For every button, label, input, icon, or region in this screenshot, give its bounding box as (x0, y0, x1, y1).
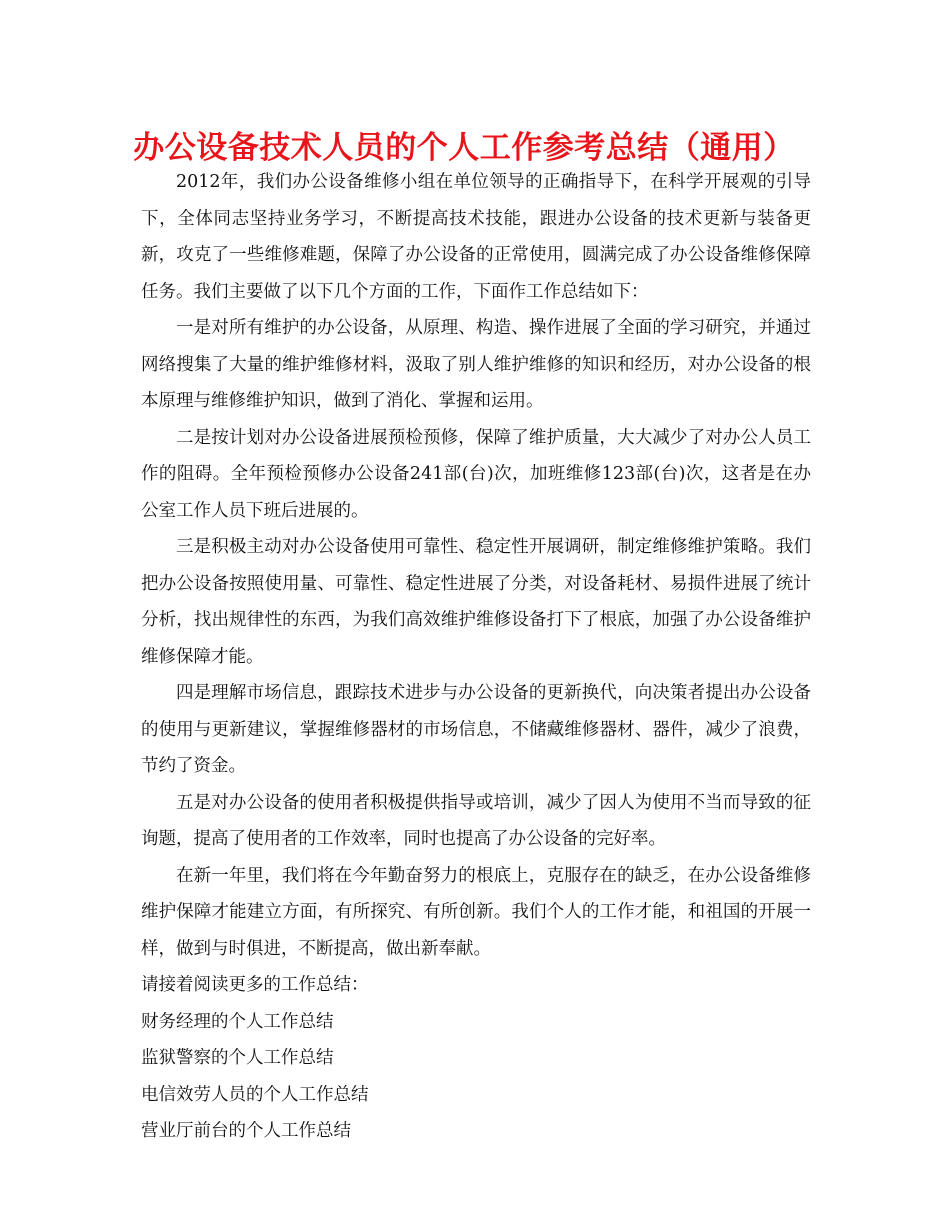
paragraph-point-five: 五是对办公设备的使用者积极提供指导或培训，减少了因人为使用不当而导致的征询题，提高了使用者的工作效率，同时也提高了办公设备的完好率。 (141, 792, 811, 849)
document-body (141, 164, 811, 1150)
more-reading-prompt: 请接着阅读更多的工作总结： (141, 975, 369, 995)
paragraph-point-three: 三是积极主动对办公设备使用可靠性、稳定性开展调研，制定维修维护策略。我们把办公设备按照使用量、可靠性、稳定性进展了分类，对设备耗材、易损件进展了统计分析，找出规律性的东西，为我们高效维护维修设备打下了根底，加强了办公设备维护维修保障才能。 (141, 537, 811, 667)
paragraph-point-four: 四是理解市场信息，跟踪技术进步与办公设备的更新换代，向决策者提出办公设备的使用与更新建议，掌握维修器材的市场信息，不储藏维修器材、器件，减少了浪费，节约了资金。 (141, 683, 811, 776)
more-link-telecom-service[interactable]: 电信效劳人员的个人工作总结 (141, 1084, 369, 1105)
paragraph-conclusion: 在新一年里，我们将在今年勤奋努力的根底上，克服存在的缺乏，在办公设备维修维护保障才能建立方面，有所探究、有所创新。我们个人的工作才能，和祖国的开展一样，做到与时俱进，不断提高，做出新奉献。 (141, 865, 811, 959)
more-link-finance-manager[interactable]: 财务经理的个人工作总结 (141, 1011, 334, 1032)
paragraph-point-two: 二是按计划对办公设备进展预检预修，保障了维护质量，大大减少了对办公人员工作的阻碍。全年预检预修办公设备241部(台)次，加班维修123部(台)次，这者是在办公室工作人员下班后进展的。 (141, 427, 811, 521)
more-link-front-desk[interactable]: 营业厅前台的个人工作总结 (141, 1121, 351, 1141)
more-link-prison-police[interactable]: 监狱警察的个人工作总结 (141, 1048, 334, 1068)
document-title: 办公设备技术人员的个人工作参考总结（通用） (133, 130, 795, 166)
paragraph-point-one: 一是对所有维护的办公设备，从原理、构造、操作进展了全面的学习研究，并通过网络搜集了大量的维护维修材料，汲取了别人维护维修的知识和经历，对办公设备的根本原理与维修维护知识，做到了消化、掌握和运用。 (141, 318, 811, 411)
paragraph-intro: 2012年，我们办公设备维修小组在单位领导的正确指导下，在科学开展观的引导下，全体同志坚持业务学习，不断提高技术技能，跟进办公设备的技术更新与装备更新，攻克了一些维修难题，保障了办公设备的正常使用，圆满完成了办公设备维修保障任务。我们主要做了以下几个方面的工作，下面作工作总结如下： (141, 172, 811, 302)
